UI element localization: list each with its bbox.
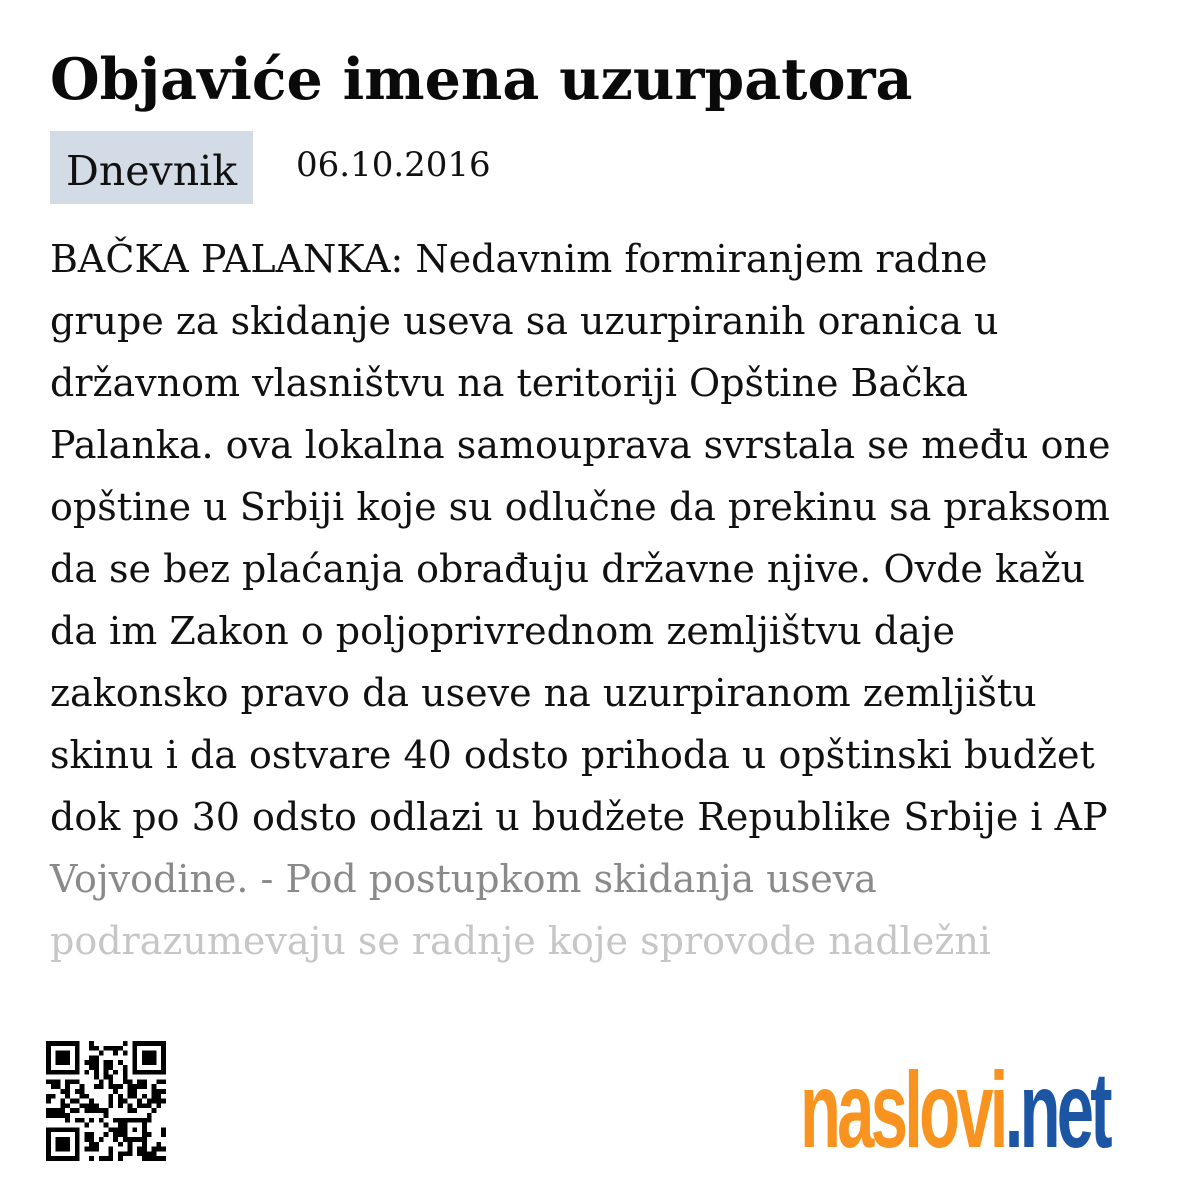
site-logo[interactable]	[800, 1050, 1109, 1170]
source-badge[interactable]: Dnevnik	[50, 131, 253, 204]
article-line-faded: Vojvodine. - Pod postupkom skidanja useva	[50, 857, 877, 901]
article-title: Objaviće imena uzurpatora	[50, 46, 913, 113]
article-body	[50, 228, 1170, 972]
article-line: da se bez plaćanja obrađuju državne njive. Ovde kažu	[50, 547, 1086, 591]
article-line: grupe za skidanje useva sa uzurpiranih oranica u	[50, 299, 999, 343]
logo-text-secondary: .net	[1004, 1049, 1109, 1170]
article-line: zakonsko pravo da useve na uzurpiranom zemljištu	[50, 671, 1037, 715]
article-line: BAČKA PALANKA: Nedavnim formiranjem radne	[50, 237, 988, 281]
publish-date: 06.10.2016	[296, 145, 491, 185]
article-line: državnom vlasništvu na teritoriji Opštine Bačka	[50, 361, 969, 405]
article-line: dok po 30 odsto odlazi u budžete Republike Srbije i AP	[50, 795, 1108, 839]
article-line: skinu i da ostvare 40 odsto prihoda u opštinski budžet	[50, 733, 1095, 777]
article-line-faded: podrazumevaju se radnje koje sprovode nadležni	[50, 919, 991, 963]
logo-text-primary: naslovi	[800, 1049, 1005, 1170]
qr-code-icon[interactable]	[46, 1037, 166, 1165]
article-line: Palanka. ova lokalna samouprava svrstala se među one	[50, 423, 1111, 467]
article-line: opštine u Srbiji koje su odlučne da prekinu sa praksom	[50, 485, 1110, 529]
article-line: da im Zakon o poljoprivrednom zemljištvu daje	[50, 609, 956, 653]
